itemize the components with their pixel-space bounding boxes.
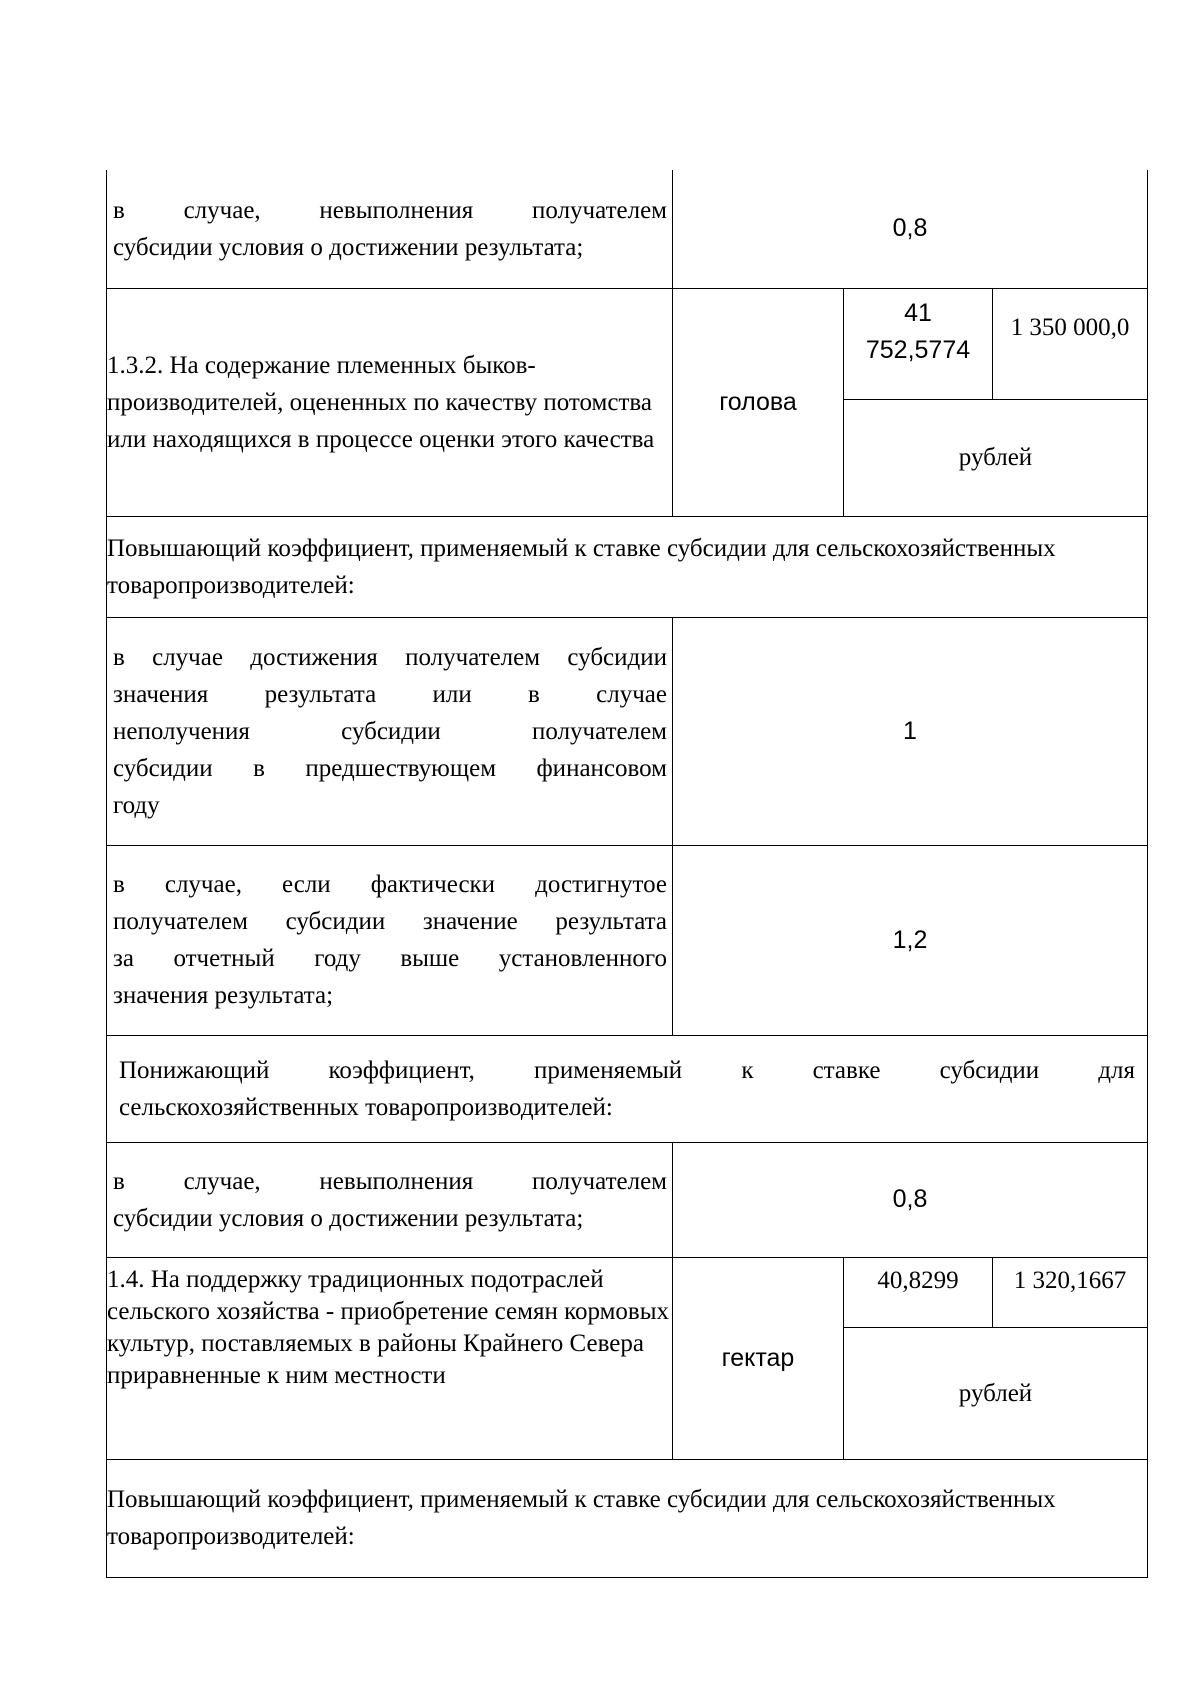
table-row (107, 516, 1148, 617)
table-row (107, 617, 1148, 845)
condition-text-line: субсидии условия о достижении результата; (113, 1204, 584, 1232)
rate-line: 752,5774 (865, 335, 971, 364)
section-heading: Повышающий коэффициент, применяемый к ставке субсидии для сельскохозяйственных товаропроизводителей: (107, 1459, 1148, 1577)
section-heading (107, 1035, 1148, 1142)
condition-text-line: субсидии условия о достижении результата; (113, 233, 584, 261)
table-row (107, 170, 1148, 288)
condition-text-line: году (113, 791, 160, 819)
rate-line: 41 (904, 298, 932, 327)
currency-cell: рублей (844, 399, 1148, 516)
subsidy-table (106, 170, 1148, 1578)
table-row (107, 288, 1148, 399)
table-row (107, 1257, 1148, 1327)
condition-text-line: неполучения субсидии получателем (113, 717, 667, 745)
rate-cell (844, 288, 993, 399)
table-row (107, 1035, 1148, 1142)
coefficient-value: 0,8 (673, 170, 1148, 288)
condition-cell (107, 617, 673, 845)
rate-cell: 40,8299 (844, 1257, 993, 1327)
section-heading-line: сельскохозяйственных товаропроизводителей: (119, 1093, 613, 1121)
condition-text-line: в случае, невыполнения получателем (113, 196, 667, 224)
item-title: 1.4. На поддержку традиционных подотраслей сельского хозяйства - приобретение семян кормовых культур, поставляемых в районы Крайнего Севера приравненные к ним местности (107, 1257, 673, 1459)
unit-cell: гектар (673, 1257, 844, 1459)
table-row (107, 845, 1148, 1035)
condition-text-line: получателем субсидии значение результата (113, 908, 667, 935)
condition-cell (107, 1142, 673, 1257)
unit-cell: голова (673, 288, 844, 516)
condition-text-line: значения результата; (113, 982, 334, 1009)
condition-text-line: в случае, если фактически достигнутое (113, 871, 667, 898)
condition-text-line: за отчетный году выше установленного (113, 945, 667, 972)
table-row (107, 1142, 1148, 1257)
coefficient-value: 1 (673, 617, 1148, 845)
condition-cell (107, 170, 673, 288)
condition-cell (107, 845, 673, 1035)
condition-text-line: субсидии в предшествующем финансовом (113, 754, 667, 782)
amount-cell: 1 350 000,0 (993, 288, 1148, 399)
condition-text-line: в случае, невыполнения получателем (113, 1167, 667, 1195)
condition-text-line: значения результата или в случае (113, 680, 667, 708)
coefficient-value: 0,8 (673, 1142, 1148, 1257)
amount-cell: 1 320,1667 (993, 1257, 1148, 1327)
currency-cell: рублей (844, 1327, 1148, 1459)
coefficient-value: 1,2 (673, 845, 1148, 1035)
condition-text-line: в случае достижения получателем субсидии (113, 643, 667, 671)
section-heading: Повышающий коэффициент, применяемый к ставке субсидии для сельскохозяйственных товаропроизводителей: (107, 516, 1148, 617)
table-row (107, 1459, 1148, 1577)
section-heading-line: Понижающий коэффициент, применяемый к ставке субсидии для (119, 1056, 1135, 1084)
item-title: 1.3.2. На содержание племенных быков-производителей, оцененных по качеству потомства или находящихся в процессе оценки этого качества (107, 288, 673, 516)
